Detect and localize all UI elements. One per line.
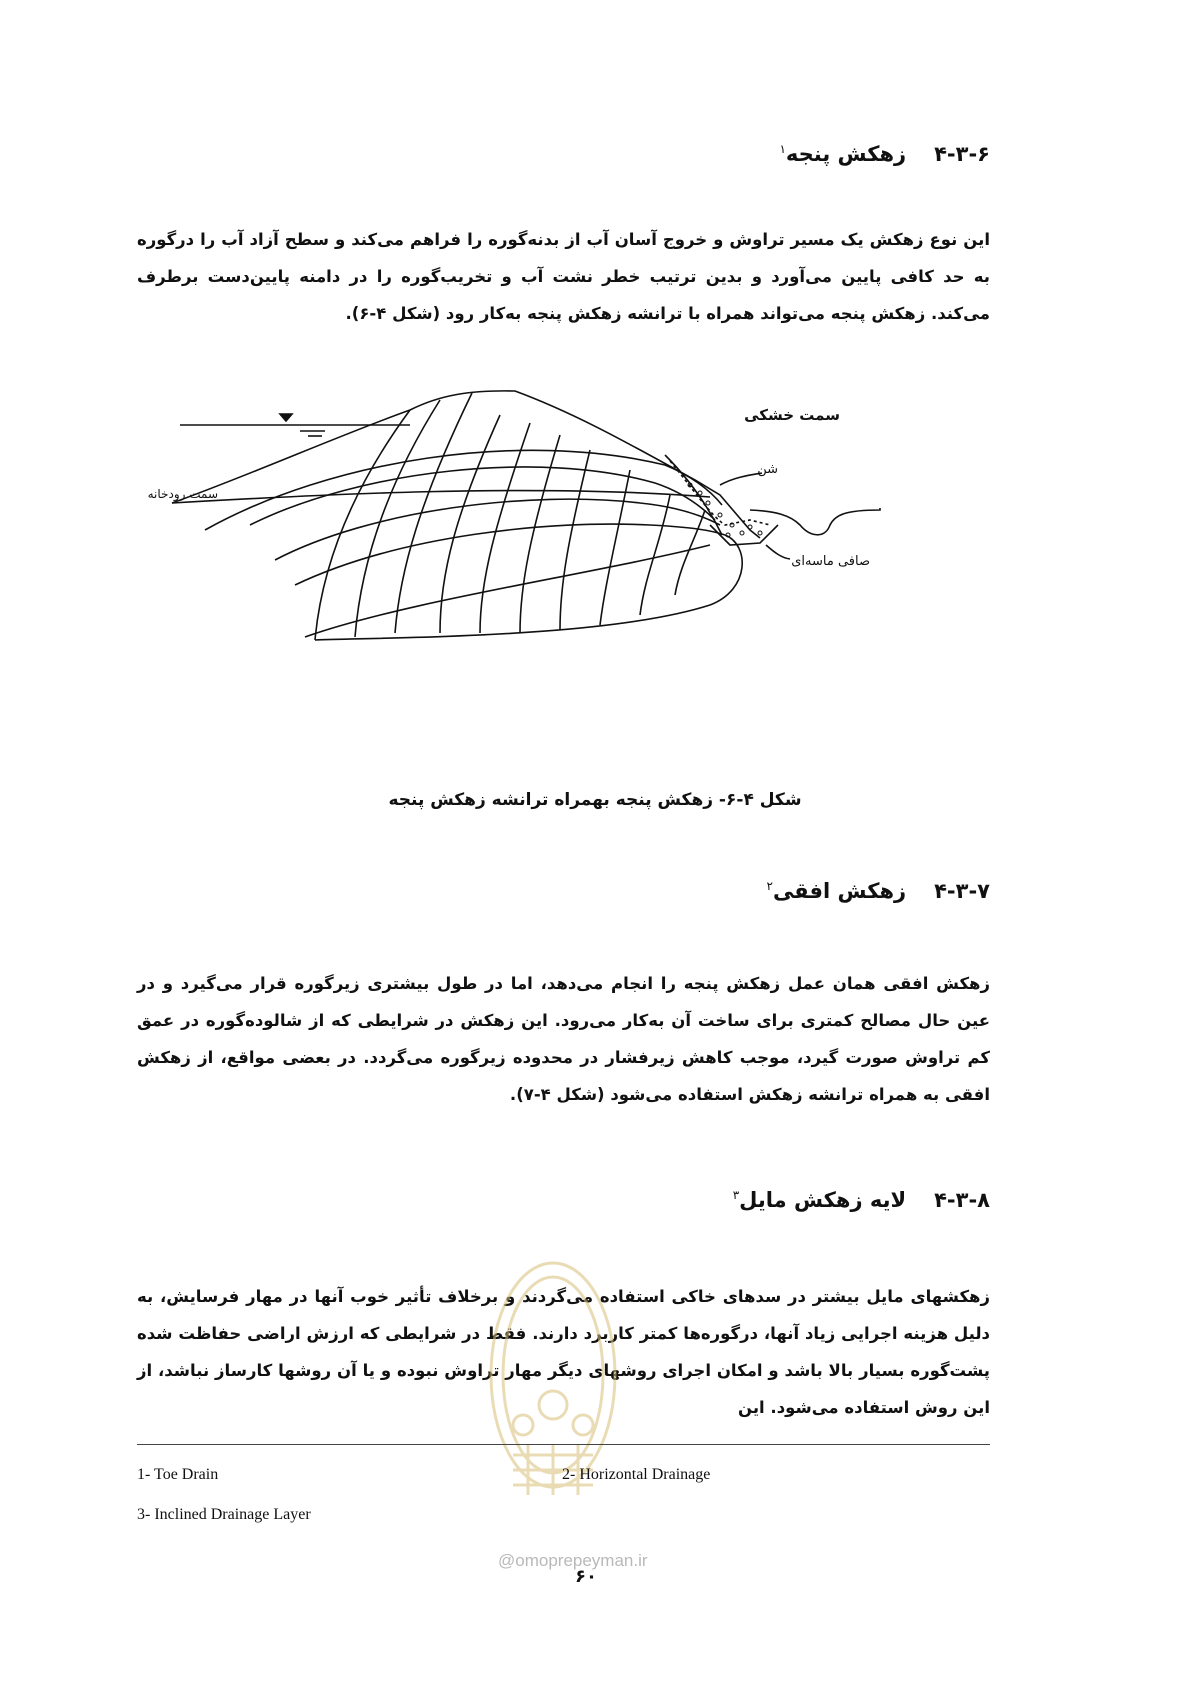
section-number: ۴-۳-۸	[934, 1188, 990, 1212]
section-title: لایه زهکش مایل	[739, 1188, 907, 1212]
section-heading-toe-drain	[779, 142, 990, 166]
drain-trench	[710, 525, 778, 545]
ground-line	[750, 508, 880, 535]
footnote-1: 1- Toe Drain	[137, 1466, 219, 1483]
footnote-2: 2- Horizontal Drainage	[562, 1466, 711, 1483]
flow-line	[205, 450, 722, 530]
label-sand-filter: صافی ماسه‌ای	[791, 554, 870, 569]
label-river-side: سمت رودخانه	[147, 487, 218, 501]
section-number: ۴-۳-۶	[934, 142, 990, 166]
water-level-symbol	[180, 414, 410, 436]
section-number: ۴-۳-۷	[934, 879, 990, 903]
footnote-ref: ۱	[779, 142, 786, 156]
paragraph-inclined-drain: زهکشهای مایل بیشتر در سدهای خاکی استفاده می‌گردند و برخلاف تأثیر خوب آنها در مهار فرسایش، به دلیل هزینه اجرایی زیاد آنها، درگوره‌ها کمتر کاربرد دارند. فقط در شرایطی که ارزش اراضی حفاظت شده پشت‌گوره بسیار بالا باشد و امکان اجرای روشهای دیگر مهار تراوش نبوده و یا آن روشها کارساز نباشد، از این روش استفاده می‌شود. این	[137, 1287, 990, 1417]
label-dry-side: سمت خشکی	[744, 406, 840, 424]
figure-toe-drain-flownet	[110, 375, 970, 705]
paragraph-toe-drain: این نوع زهکش یک مسیر تراوش و خروج آسان آب از بدنه‌گوره را فراهم می‌کند و سطح آزاد آب را درگوره به حد کافی پایین می‌آورد و بدین ترتیب خطر نشت آب و تخریب‌گوره را در دامنه پایین‌دست برطرف می‌کند. زهکش پنجه می‌تواند همراه با ترانشه زهکش پنجه به‌کار رود (شکل ۴-۶).	[137, 230, 990, 323]
footnote-ref: ۳	[732, 1188, 740, 1202]
page-number: ۶۰	[575, 1566, 597, 1587]
watermark-seal-logo	[483, 1255, 623, 1539]
section-title: زهکش افقی	[772, 879, 907, 903]
section-title: زهکش پنجه	[785, 142, 907, 166]
footnote-3: 3- Inclined Drainage Layer	[137, 1506, 311, 1523]
paragraph-horizontal-drain: زهکش افقی همان عمل زهکش پنجه را انجام می‌دهد، اما در طول بیشتری زیرگوره قرار می‌گیرد و در عین حال مصالح کمتری برای ساخت آن به‌کار می‌رود. این زهکش در شرایطی که از شالوده‌گوره در عمق کم تراوش صورت گیرد، موجب کاهش زیرفشار در محدوده زیرگوره می‌گردد. در بعضی مواقع، از زهکش افقی به همراه ترانشه زهکش استفاده می‌شود (شکل ۴-۷).	[137, 974, 990, 1104]
dam-outline	[172, 391, 760, 538]
figure-caption: شکل ۴-۶- زهکش پنجه بهمراه ترانشه زهکش پنجه	[388, 790, 802, 810]
footnote-divider	[137, 1444, 990, 1445]
footnote-ref: ۲	[766, 879, 773, 893]
watermark-url: @omoprepeyman.ir	[498, 1551, 648, 1570]
section-heading-inclined-drain	[733, 1188, 990, 1212]
label-gravel: شن	[757, 462, 778, 477]
section-heading-horizontal-drain	[766, 879, 990, 903]
